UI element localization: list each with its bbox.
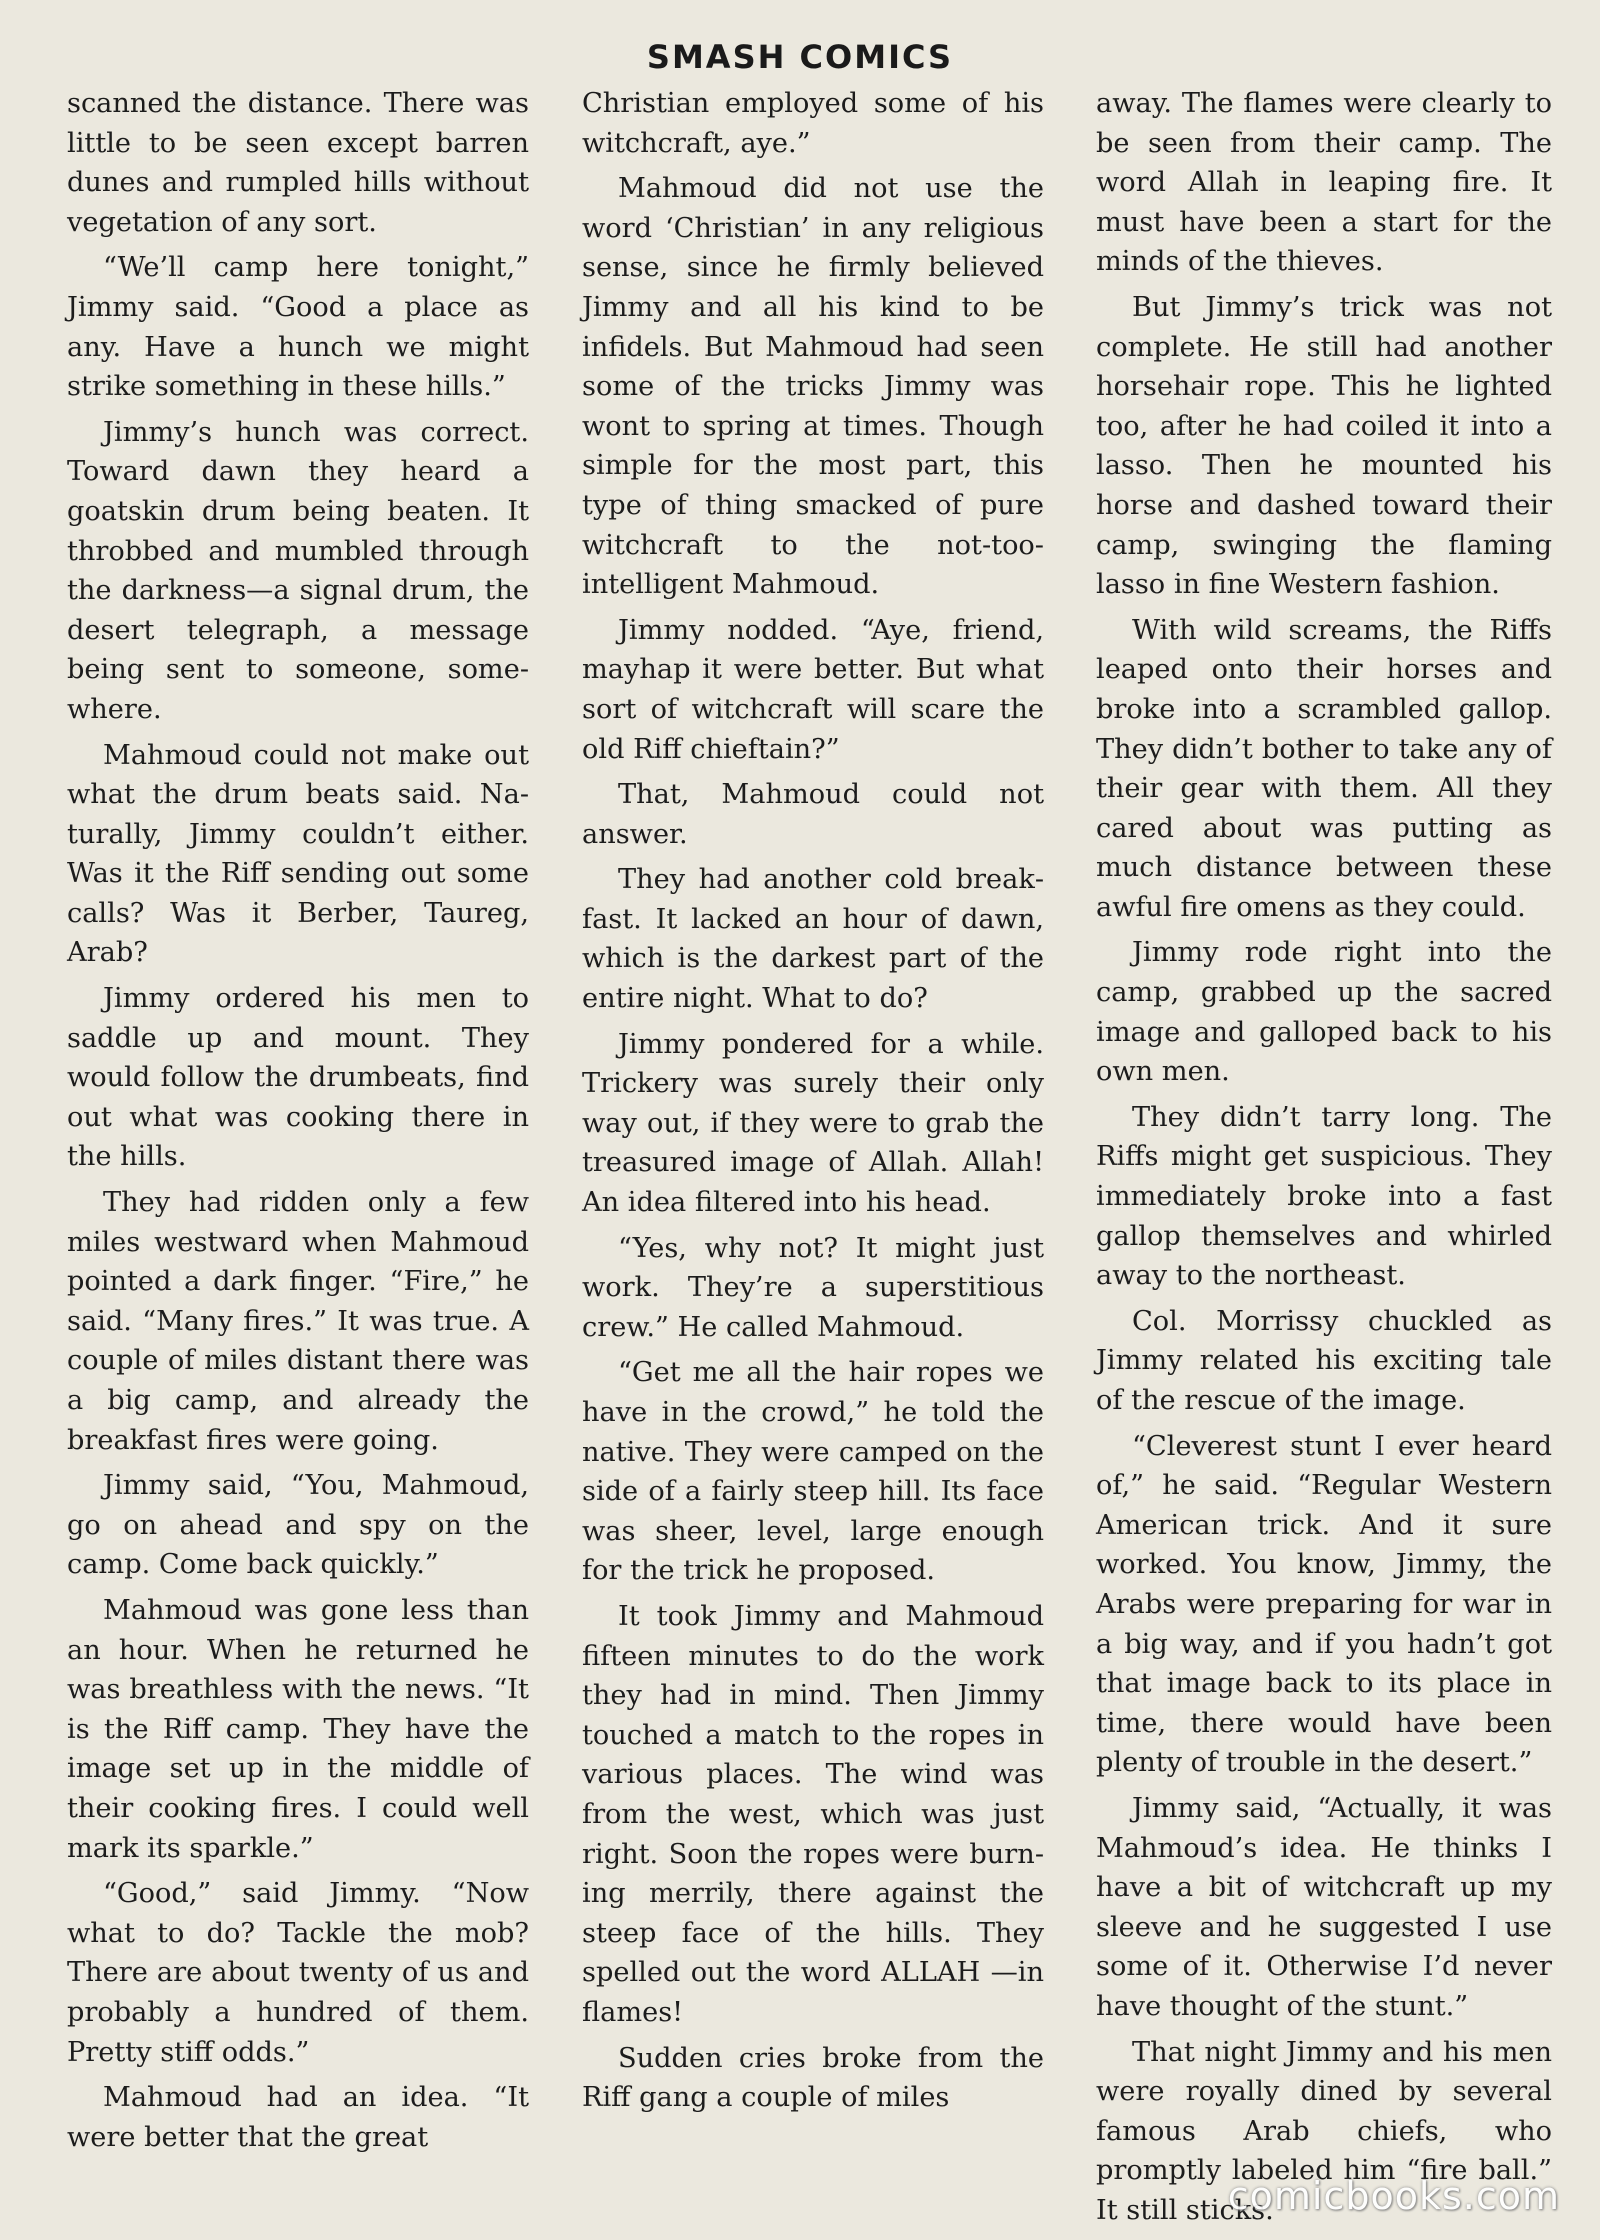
paragraph: Jimmy said, “Actually, it was Mahmoud’s idea. He thinks I have a bit of witchcraft up my sleeve and he suggested I use some of it. Otherwise I’d never have thought of the stunt.”: [1096, 1792, 1552, 2022]
paragraph: That, Mahmoud could not answer.: [582, 779, 1044, 850]
paragraph: Col. Morrissy chuckled as Jimmy related his exciting tale of the rescue of the image.: [1096, 1305, 1552, 1416]
paragraph: “Get me all the hair ropes we have in the crowd,” he told the native. They were camped on the side of a fairly steep hill. Its face was sheer, level, large enough for the trick he proposed.: [582, 1357, 1044, 1587]
paragraph: It took Jimmy and Mahmoud fifteen minutes to do the work they had in mind. Then Jimmy touched a match to the ropes in various places. The wind was from the west, which was just right. Soon the ropes were burning merrily, there against the steep face of the hills. They spelled out the word ALLAH —in flames!: [582, 1600, 1044, 2028]
paragraph: Jimmy ordered his men to saddle up and mount. They would follow the drumbeats, find out what was cooking there in the hills.: [67, 983, 529, 1173]
paragraph: Mahmoud was gone less than an hour. When he returned he was breathless with the news. “It is the Riff camp. They have the image set up in the middle of their cooking fires. I could well mark its sparkle.”: [67, 1594, 529, 1864]
text-column-3: [1096, 84, 1552, 2236]
paragraph: They had another cold breakfast. It lacked an hour of dawn, which is the darkest part of the entire night. What to do?: [582, 864, 1044, 1015]
paragraph: With wild screams, the Riffs leaped onto their horses and broke into a scrambled gallop. They didn’t bother to take any of their gear with them. All they cared about was putting as much distance between these awful fire omens as they could.: [1096, 614, 1552, 923]
paragraph: Mahmoud could not make out what the drum beats said. Naturally, Jimmy couldn’t either. Was it the Riff sending out some calls? Was it Berber, Taureg, Arab?: [67, 739, 529, 969]
paragraph: “Cleverest stunt I ever heard of,” he said. “Regular Western American trick. And it sure worked. You know, Jimmy, the Arabs were preparing for war in a big way, and if you hadn’t got that image back to its place in time, there would have been plenty of trouble in the desert.”: [1096, 1430, 1552, 1779]
paragraph: Christian employed some of his witchcraft, aye.”: [582, 88, 1044, 159]
paragraph: They had ridden only a few miles westward when Mahmoud pointed a dark finger. “Fire,” he said. “Many fires.” It was true. A couple of miles distant there was a big camp, and already the breakfast fires were going.: [67, 1187, 529, 1456]
paragraph: “We’ll camp here tonight,” Jimmy said. “Good a place as any. Have a hunch we might strike something in these hills.”: [67, 252, 529, 403]
text-column-2: [582, 84, 1044, 2124]
paragraph: away. The flames were clearly to be seen from their camp. The word Allah in leaping fire. It must have been a start for the minds of the thieves.: [1096, 88, 1552, 278]
paragraph: “Good,” said Jimmy. “Now what to do? Tackle the mob? There are about twenty of us and probably a hundred of them. Pretty stiff odds.”: [67, 1878, 529, 2068]
text-column-1: [67, 84, 529, 2163]
paragraph: Sudden cries broke from the Riff gang a couple of miles: [582, 2042, 1044, 2114]
paragraph: That night Jimmy and his men were royally dined by several famous Arab chiefs, who promptly labeled him “fire ball.” It still sticks.: [1096, 2036, 1552, 2226]
paragraph: Jimmy said, “You, Mahmoud, go on ahead and spy on the camp. Come back quickly.”: [67, 1470, 529, 1581]
paragraph: Mahmoud had an idea. “It were better that the great: [67, 2082, 529, 2153]
paragraph: “Yes, why not? It might just work. They’re a superstitious crew.” He called Mahmoud.: [582, 1232, 1044, 1343]
paragraph: Jimmy nodded. “Aye, friend, mayhap it were better. But what sort of witchcraft will scare the old Riff chieftain?”: [582, 614, 1044, 765]
page-header-title: SMASH COMICS: [646, 38, 954, 76]
paragraph: scanned the distance. There was little to be seen except barren dunes and rumpled hills without vegetation of any sort.: [67, 88, 529, 238]
paragraph: Mahmoud did not use the word ‘Christian’ in any religious sense, since he firmly believed Jimmy and all his kind to be infidels. But Mahmoud had seen some of the tricks Jimmy was wont to spring at times. Though simple for the most part, this type of thing smacked of pure witchcraft to the not-too-intelligent Mahmoud.: [582, 173, 1044, 601]
paragraph: Jimmy pondered for a while. Trickery was surely their only way out, if they were to grab the treasured image of Allah. Allah! An idea filtered into his head.: [582, 1028, 1044, 1219]
watermark-text: comicbooks.com: [1227, 2174, 1560, 2218]
paragraph: Jimmy rode right into the camp, grabbed up the sacred image and galloped back to his own men.: [1096, 937, 1552, 1088]
paragraph: They didn’t tarry long. The Riffs might get suspicious. They immediately broke into a fast gallop themselves and whirled away to the northeast.: [1096, 1101, 1552, 1292]
paragraph: But Jimmy’s trick was not complete. He still had another horsehair rope. This he lighted too, after he had coiled it into a lasso. Then he mounted his horse and dashed toward their camp, swinging the flaming lasso in fine Western fashion.: [1096, 291, 1552, 601]
paragraph: Jimmy’s hunch was correct. Toward dawn they heard a goatskin drum being beaten. It throbbed and mumbled through the darkness—a signal drum, the desert telegraph, a message being sent to someone, somewhere.: [67, 416, 529, 725]
